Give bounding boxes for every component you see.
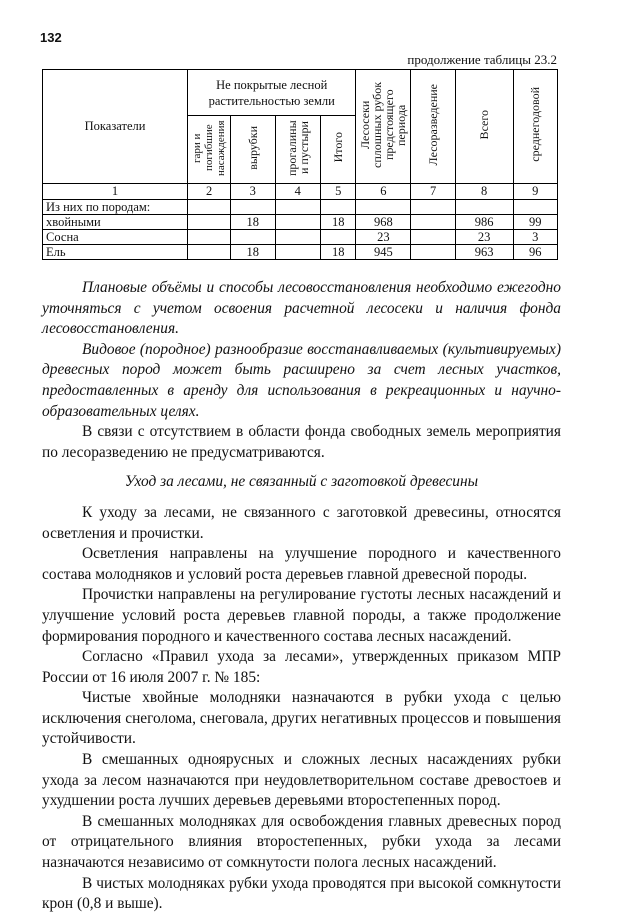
paragraph: В связи с отсутствием в области фонда свободных земель мероприятия по лесоразведению не предусматриваются. bbox=[42, 423, 561, 461]
table-cell: 23 bbox=[356, 230, 411, 245]
table-row bbox=[43, 200, 558, 215]
col-header-progaliny: прогалины и пустыри bbox=[284, 119, 311, 176]
table-row bbox=[43, 215, 558, 230]
table-cell: 18 bbox=[321, 245, 356, 260]
paragraph: Осветления направлены на улучшение породного и качественного состава молодняков и условий роста деревьев главной древесной породы. bbox=[42, 545, 561, 583]
table-cell: 96 bbox=[513, 245, 558, 260]
column-number: 4 bbox=[275, 184, 321, 200]
col-header-lesoseki: Лесосеки сплошных рубок предстоящего периода bbox=[358, 81, 409, 168]
column-number: 8 bbox=[455, 184, 513, 200]
page-number: 132 bbox=[40, 30, 62, 45]
paragraph: Прочистки направлены на регулирование густоты лесных насаждений и улучшение условий роста деревьев главной породы, а также продолжение формирования породного и качественного состава лесных насаждений. bbox=[42, 586, 561, 645]
section-heading: Уход за лесами, не связанный с заготовкой древесины bbox=[124, 473, 479, 491]
paragraph: Видовое (породное) разнообразие восстанавливаемых (культивируемых) древесных пород может быть расширено за счет лесных участков, предоставленных в аренду для использования в рекреационных и научно-образовательных целях. bbox=[42, 340, 561, 420]
table-cell: 945 bbox=[356, 245, 411, 260]
table-cell: 18 bbox=[231, 245, 275, 260]
paragraph: Согласно «Правил ухода за лесами», утвержденных приказом МПР России от 16 июля 2007 г. № 185: bbox=[42, 648, 561, 686]
column-number: 9 bbox=[513, 184, 558, 200]
table-cell bbox=[411, 215, 455, 230]
data-table bbox=[42, 69, 558, 260]
table-cell bbox=[188, 215, 231, 230]
table-cell bbox=[411, 200, 455, 215]
paragraph: Чистые хвойные молодняки назначаются в рубки ухода с целью исключения снеголома, снеговала, других негативных процессов и повышения устойчивости. bbox=[42, 689, 561, 748]
row-label: хвойными bbox=[43, 215, 188, 230]
body-text bbox=[42, 278, 561, 915]
table-cell: 963 bbox=[455, 245, 513, 260]
table-cell bbox=[231, 200, 275, 215]
table-cell bbox=[275, 215, 321, 230]
table-cell bbox=[275, 230, 321, 245]
paragraph: В смешанных молодняках для освобождения главных древесных пород от отрицательного влияния второстепенных, рубки ухода за лесами назначаются независимо от сомкнутости полога лесных насаждений. bbox=[42, 812, 561, 872]
column-number: 7 bbox=[411, 184, 455, 200]
table-cell bbox=[188, 245, 231, 260]
row-label: Сосна bbox=[43, 230, 188, 245]
row-label: Ель bbox=[43, 245, 188, 260]
column-number-row bbox=[43, 184, 558, 200]
col-header-itogo: Итого bbox=[331, 132, 346, 163]
column-number: 6 bbox=[356, 184, 411, 200]
column-number: 1 bbox=[43, 184, 188, 200]
table-cell: 99 bbox=[513, 215, 558, 230]
paragraph: К уходу за лесами, не связанного с заготовкой древесины, относятся осветления и прочистки. bbox=[42, 503, 561, 542]
table-cell bbox=[321, 200, 356, 215]
column-number: 2 bbox=[188, 184, 231, 200]
paragraph: Плановые объёмы и способы лесовосстановления необходимо ежегодно уточняться с учетом освоения расчетной лесосеки и наличия фонда лесовосстановления. bbox=[42, 279, 561, 338]
col-header-srednegodovoy: среднегодовой bbox=[528, 87, 543, 162]
column-number: 5 bbox=[321, 184, 356, 200]
column-number: 3 bbox=[231, 184, 275, 200]
indicator-header: Показатели bbox=[43, 70, 188, 184]
table-caption: продолжение таблицы 23.2 bbox=[407, 52, 557, 67]
col-header-vyrubki: вырубки bbox=[245, 125, 260, 170]
col-header-gari: гари и погибшие насаждения bbox=[191, 119, 228, 176]
table-cell bbox=[188, 230, 231, 245]
col-header-lesorazvedenie: Лесоразведение bbox=[426, 83, 441, 166]
table-cell bbox=[411, 230, 455, 245]
table-cell bbox=[275, 200, 321, 215]
table-row bbox=[43, 230, 558, 245]
col-header-vsego: Всего bbox=[477, 109, 492, 140]
table-cell bbox=[356, 200, 411, 215]
table-cell bbox=[321, 230, 356, 245]
table-cell bbox=[188, 200, 231, 215]
table-row bbox=[43, 245, 558, 260]
paragraph: В чистых молодняках рубки ухода проводятся при высокой сомкнутости крон (0,8 и выше). bbox=[42, 874, 561, 913]
table-cell: 3 bbox=[513, 230, 558, 245]
paragraph: В смешанных одноярусных и сложных лесных насаждениях рубки ухода за лесом назначаются при неудовлетворительном составе древостоев и ухудшении роста лучших деревьев деревьями второстепенных пород. bbox=[42, 751, 561, 810]
table-cell: 18 bbox=[231, 215, 275, 230]
table-cell bbox=[231, 230, 275, 245]
table-cell bbox=[513, 200, 558, 215]
table-cell bbox=[455, 200, 513, 215]
table-cell: 968 bbox=[356, 215, 411, 230]
table-cell: 18 bbox=[321, 215, 356, 230]
table-cell bbox=[275, 245, 321, 260]
row-label: Из них по породам: bbox=[43, 200, 188, 215]
table-cell: 986 bbox=[455, 215, 513, 230]
group-header: Не покрытые лесной растительностью земли bbox=[188, 70, 356, 116]
table-cell bbox=[411, 245, 455, 260]
table-cell: 23 bbox=[455, 230, 513, 245]
